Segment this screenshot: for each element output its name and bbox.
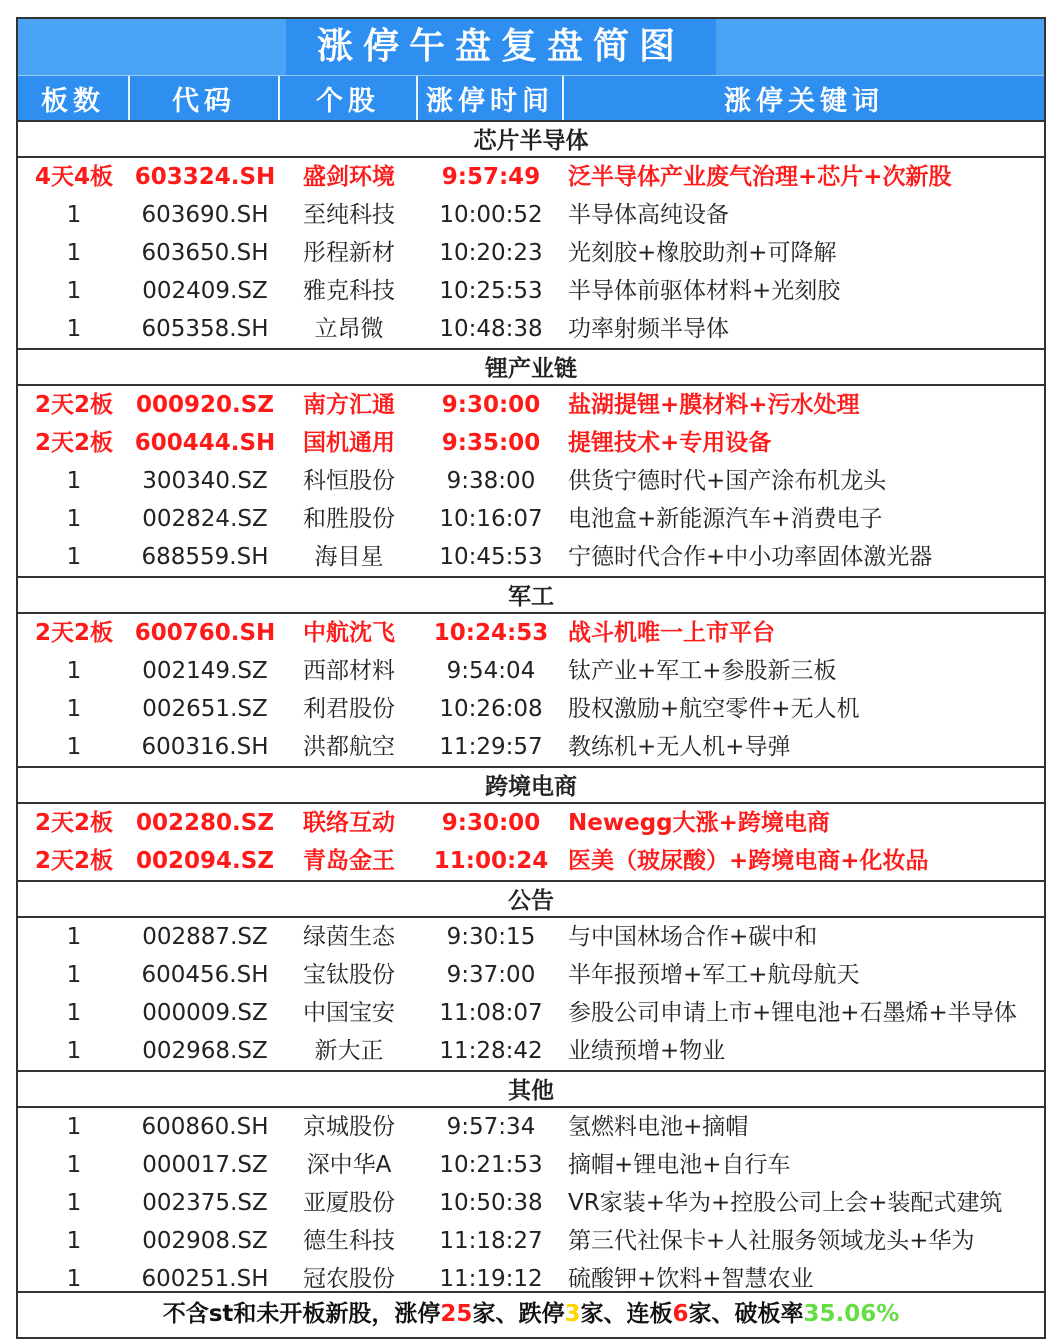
code-cell: 002824.SZ <box>142 506 268 532</box>
footer-prefix: 不含st和未开板新股，涨停 <box>162 1301 441 1327</box>
table-row <box>18 956 1044 994</box>
table-row <box>18 310 1044 348</box>
table-row <box>18 652 1044 690</box>
stock-name-cell: 冠农股份 <box>303 1266 395 1292</box>
stock-name-cell: 中航沈飞 <box>303 620 395 646</box>
section-header: 军工 <box>18 576 1044 614</box>
time-cell: 10:45:53 <box>439 544 543 570</box>
section-header: 芯片半导体 <box>18 120 1044 158</box>
keyword-cell: 电池盒+新能源汽车+消费电子 <box>568 506 883 532</box>
keyword-cell: 业绩预增+物业 <box>568 1038 726 1064</box>
board-cell: 1 <box>66 544 82 570</box>
time-cell: 10:48:38 <box>439 316 543 342</box>
stock-name-cell: 深中华A <box>306 1152 392 1178</box>
keyword-cell: 宁德时代合作+中小功率固体激光器 <box>568 544 933 570</box>
keyword-cell: 钛产业+军工+参股新三板 <box>568 658 837 684</box>
code-cell: 000009.SZ <box>142 1000 268 1026</box>
header-time: 涨停时间 <box>418 76 564 120</box>
stock-name-cell: 联络互动 <box>303 810 395 836</box>
board-cell: 1 <box>66 658 82 684</box>
code-cell: 002409.SZ <box>142 278 268 304</box>
keyword-cell: 光刻胶+橡胶助剂+可降解 <box>568 240 837 266</box>
table-body <box>18 120 1044 1298</box>
table-row <box>18 842 1044 880</box>
code-cell: 000920.SZ <box>136 392 274 418</box>
time-cell: 10:20:23 <box>439 240 543 266</box>
time-cell: 9:57:49 <box>441 164 541 190</box>
code-cell: 002149.SZ <box>142 658 268 684</box>
stock-name-cell: 国机通用 <box>303 430 395 456</box>
keyword-cell: 第三代社保卡+人社服务领域龙头+华为 <box>568 1228 975 1254</box>
code-cell: 603690.SH <box>141 202 269 228</box>
keyword-cell: 教练机+无人机+导弹 <box>568 734 791 760</box>
code-cell: 000017.SZ <box>142 1152 268 1178</box>
code-cell: 688559.SH <box>141 544 269 570</box>
board-cell: 1 <box>66 316 82 342</box>
time-cell: 10:25:53 <box>439 278 543 304</box>
board-cell: 1 <box>66 1038 82 1064</box>
board-cell: 2天2板 <box>34 430 113 456</box>
stock-name-cell: 宝钛股份 <box>303 962 395 988</box>
board-cell: 1 <box>66 1114 82 1140</box>
keyword-cell: 氢燃料电池+摘帽 <box>568 1114 749 1140</box>
stock-name-cell: 青岛金王 <box>303 848 395 874</box>
code-cell: 002908.SZ <box>142 1228 268 1254</box>
code-cell: 600316.SH <box>141 734 269 760</box>
code-cell: 603650.SH <box>141 240 269 266</box>
limit-up-table <box>16 17 1046 1339</box>
stock-name-cell: 新大正 <box>314 1038 384 1064</box>
stock-name-cell: 绿茵生态 <box>303 924 395 950</box>
stock-name-cell: 彤程新材 <box>303 240 395 266</box>
board-cell: 1 <box>66 506 82 532</box>
section-header: 公告 <box>18 880 1044 918</box>
board-cell: 1 <box>66 240 82 266</box>
time-cell: 11:08:07 <box>439 1000 543 1026</box>
code-cell: 605358.SH <box>141 316 269 342</box>
time-cell: 10:24:53 <box>433 620 549 646</box>
keyword-cell: 功率射频半导体 <box>568 316 729 342</box>
table-row <box>18 1108 1044 1146</box>
code-cell: 002375.SZ <box>142 1190 268 1216</box>
table-row <box>18 386 1044 424</box>
keyword-cell: 摘帽+锂电池+自行车 <box>568 1152 791 1178</box>
board-cell: 1 <box>66 696 82 722</box>
time-cell: 9:37:00 <box>446 962 536 988</box>
stock-name-cell: 立昂微 <box>314 316 384 342</box>
header-board: 板数 <box>18 76 130 120</box>
time-cell: 9:57:34 <box>446 1114 536 1140</box>
limit-down-count: 3 <box>564 1301 581 1327</box>
keyword-cell: VR家装+华为+控股公司上会+装配式建筑 <box>568 1190 1003 1216</box>
footer-mid1: 家、跌停 <box>472 1301 565 1327</box>
table-row <box>18 614 1044 652</box>
section-header: 锂产业链 <box>18 348 1044 386</box>
stock-name-cell: 盛剑环境 <box>303 164 395 190</box>
keyword-cell: 半年报预增+军工+航母航天 <box>568 962 860 988</box>
keyword-cell: 半导体高纯设备 <box>568 202 729 228</box>
code-cell: 600444.SH <box>134 430 276 456</box>
footer-mid3: 家、破板率 <box>688 1301 804 1327</box>
stock-name-cell: 和胜股份 <box>303 506 395 532</box>
stock-name-cell: 西部材料 <box>303 658 395 684</box>
table-row <box>18 1222 1044 1260</box>
board-cell: 1 <box>66 924 82 950</box>
table-row <box>18 918 1044 956</box>
stock-name-cell: 洪都航空 <box>303 734 395 760</box>
time-cell: 10:21:53 <box>439 1152 543 1178</box>
header-stock: 个股 <box>280 76 418 120</box>
keyword-cell: Newegg大涨+跨境电商 <box>568 810 830 836</box>
board-cell: 1 <box>66 962 82 988</box>
time-cell: 11:00:24 <box>433 848 549 874</box>
stock-name-cell: 亚厦股份 <box>303 1190 395 1216</box>
stock-name-cell: 雅克科技 <box>303 278 395 304</box>
page-title: 涨停午盘复盘简图 <box>286 19 716 75</box>
time-cell: 11:19:12 <box>439 1266 543 1292</box>
keyword-cell: 盐湖提锂+膜材料+污水处理 <box>568 392 860 418</box>
section-header: 其他 <box>18 1070 1044 1108</box>
keyword-cell: 硫酸钾+饮料+智慧农业 <box>568 1266 814 1292</box>
code-cell: 600251.SH <box>141 1266 269 1292</box>
stock-name-cell: 海目星 <box>314 544 384 570</box>
table-row <box>18 1146 1044 1184</box>
board-cell: 1 <box>66 1190 82 1216</box>
time-cell: 11:18:27 <box>439 1228 543 1254</box>
stock-name-cell: 利君股份 <box>303 696 395 722</box>
board-cell: 4天4板 <box>34 164 113 190</box>
table-row <box>18 234 1044 272</box>
board-cell: 1 <box>66 468 82 494</box>
stock-name-cell: 南方汇通 <box>303 392 395 418</box>
table-row <box>18 1032 1044 1070</box>
break-rate: 35.06% <box>803 1301 900 1327</box>
code-cell: 300340.SZ <box>142 468 268 494</box>
section-header: 跨境电商 <box>18 766 1044 804</box>
limit-up-count: 25 <box>440 1301 473 1327</box>
stock-name-cell: 京城股份 <box>303 1114 395 1140</box>
board-cell: 1 <box>66 278 82 304</box>
board-cell: 2天2板 <box>34 848 113 874</box>
keyword-cell: 战斗机唯一上市平台 <box>568 620 775 646</box>
board-cell: 2天2板 <box>34 810 113 836</box>
table-row <box>18 500 1044 538</box>
time-cell: 10:50:38 <box>439 1190 543 1216</box>
code-cell: 002094.SZ <box>136 848 274 874</box>
code-cell: 002280.SZ <box>136 810 274 836</box>
table-row <box>18 1184 1044 1222</box>
board-cell: 1 <box>66 1266 82 1292</box>
table-row <box>18 994 1044 1032</box>
table-row <box>18 690 1044 728</box>
code-cell: 600456.SH <box>141 962 269 988</box>
time-cell: 9:30:00 <box>441 810 541 836</box>
code-cell: 600760.SH <box>134 620 276 646</box>
keyword-cell: 泛半导体产业废气治理+芯片+次新股 <box>568 164 952 190</box>
stock-name-cell: 至纯科技 <box>303 202 395 228</box>
board-cell: 2天2板 <box>34 392 113 418</box>
board-cell: 1 <box>66 202 82 228</box>
table-row <box>18 424 1044 462</box>
time-cell: 9:30:00 <box>441 392 541 418</box>
code-cell: 002968.SZ <box>142 1038 268 1064</box>
time-cell: 9:35:00 <box>441 430 541 456</box>
footer-mid2: 家、连板 <box>580 1301 673 1327</box>
stock-name-cell: 科恒股份 <box>303 468 395 494</box>
table-row <box>18 728 1044 766</box>
time-cell: 10:16:07 <box>439 506 543 532</box>
table-row <box>18 804 1044 842</box>
board-cell: 1 <box>66 1228 82 1254</box>
table-header <box>18 75 1044 120</box>
board-cell: 2天2板 <box>34 620 113 646</box>
keyword-cell: 提锂技术+专用设备 <box>568 430 772 456</box>
stock-name-cell: 中国宝安 <box>303 1000 395 1026</box>
summary-footer <box>18 1291 1044 1337</box>
keyword-cell: 与中国林场合作+碳中和 <box>568 924 818 950</box>
code-cell: 603324.SH <box>134 164 276 190</box>
consecutive-count: 6 <box>672 1301 689 1327</box>
keyword-cell: 参股公司申请上市+锂电池+石墨烯+半导体 <box>568 1000 1017 1026</box>
code-cell: 002651.SZ <box>142 696 268 722</box>
keyword-cell: 医美（玻尿酸）+跨境电商+化妆品 <box>568 848 929 874</box>
keyword-cell: 股权激励+航空零件+无人机 <box>568 696 860 722</box>
time-cell: 9:38:00 <box>446 468 536 494</box>
code-cell: 002887.SZ <box>142 924 268 950</box>
time-cell: 9:30:15 <box>446 924 536 950</box>
table-row <box>18 196 1044 234</box>
time-cell: 11:28:42 <box>439 1038 543 1064</box>
code-cell: 600860.SH <box>141 1114 269 1140</box>
stock-name-cell: 德生科技 <box>303 1228 395 1254</box>
time-cell: 10:26:08 <box>439 696 543 722</box>
board-cell: 1 <box>66 1000 82 1026</box>
board-cell: 1 <box>66 1152 82 1178</box>
time-cell: 9:54:04 <box>446 658 536 684</box>
header-code: 代码 <box>130 76 280 120</box>
keyword-cell: 半导体前驱体材料+光刻胶 <box>568 278 841 304</box>
table-row <box>18 158 1044 196</box>
table-row <box>18 272 1044 310</box>
table-row <box>18 462 1044 500</box>
board-cell: 1 <box>66 734 82 760</box>
time-cell: 10:00:52 <box>439 202 543 228</box>
keyword-cell: 供货宁德时代+国产涂布机龙头 <box>568 468 887 494</box>
time-cell: 11:29:57 <box>439 734 543 760</box>
header-keyword: 涨停关键词 <box>724 85 884 117</box>
table-row <box>18 538 1044 576</box>
title-bar <box>18 19 1044 75</box>
